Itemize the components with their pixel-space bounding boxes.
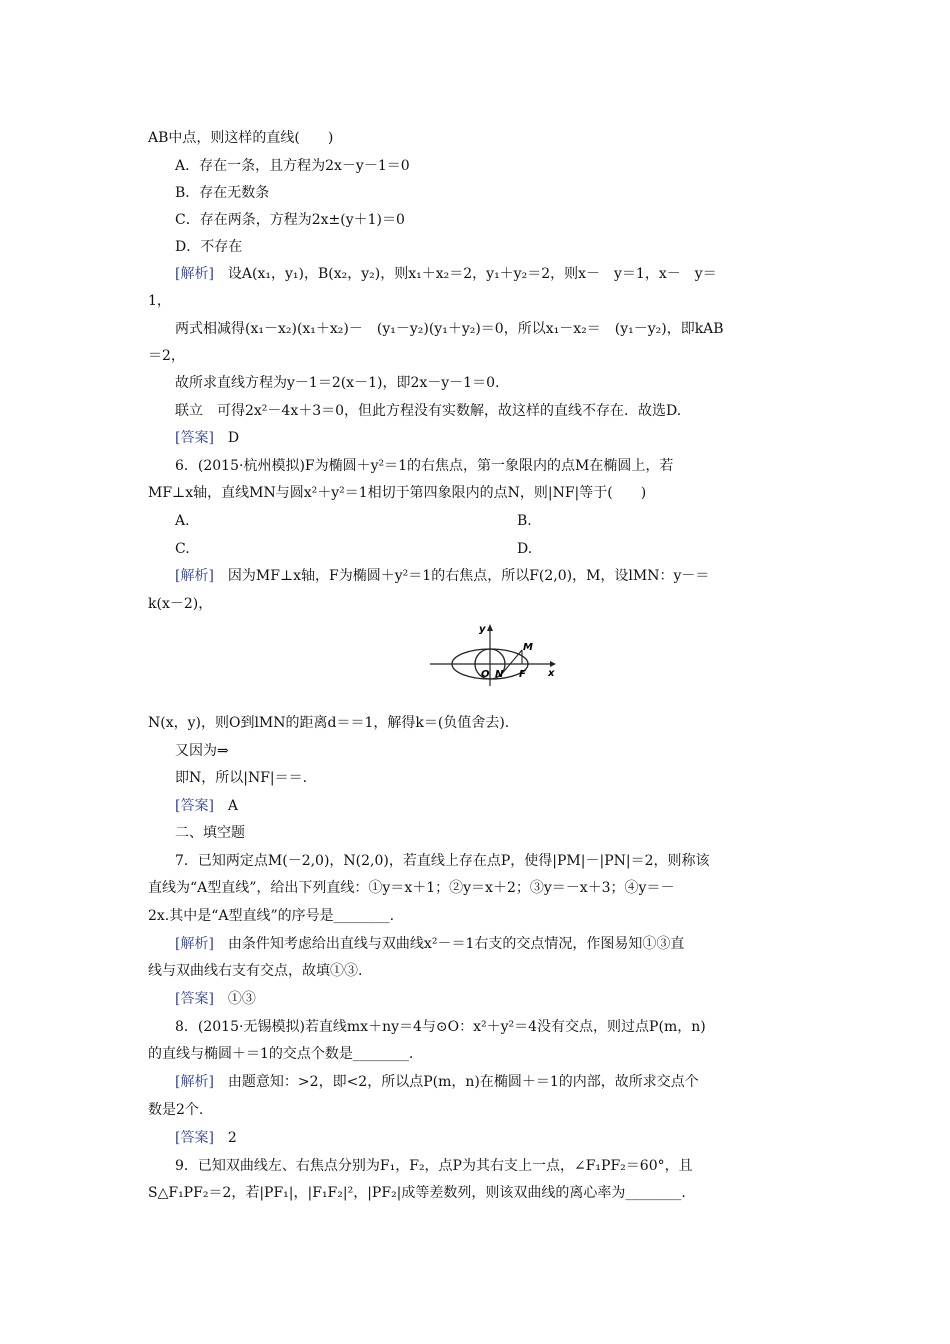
labeled-line [175,428,239,448]
x-axis-arrow-icon [550,661,556,667]
ellipse-figure [425,620,565,690]
text-line [148,291,171,311]
line-text: 联立 可得2x²－4x＋3＝0，但此方程没有实数解，故这样的直线不存在．故选D. [175,403,682,419]
point-n-label: N [495,669,504,680]
labeled-line [175,566,709,586]
text-line [175,823,245,843]
text-line [148,128,333,148]
text-line [148,961,362,981]
labeled-line [175,1072,699,1092]
line-text: C．存在两条，方程为2x±(y＋1)＝0 [175,212,405,228]
line-text: 直线为“A型直线”，给出下列直线：①y＝x＋1；②y＝x＋2；③y＝－x＋3；④y＝－ [148,880,675,896]
text-line [175,741,229,761]
line-text: 数是2个. [148,1102,204,1118]
text-line [148,1183,686,1203]
section-tag: [解析] [175,1074,214,1090]
point-m-label: M [523,642,533,653]
line-text: 两式相减得(x₁－x₂)(x₁＋x₂)－ (y₁－y₂)(y₁＋y₂)＝0，所以x₁－x₂＝ (y₁－y₂)，即kAB [175,321,724,337]
line-text: D [213,430,240,446]
text-line [175,456,673,476]
line-text: A. [175,513,190,529]
line-text: N(x，y)，则O到lMN的距离d＝＝1，解得k＝(负值舍去). [148,715,510,731]
y-axis-arrow-icon [487,624,493,631]
labeled-line [175,796,238,816]
text-line [175,319,724,339]
point-f-label: F [519,669,526,680]
section-tag: [答案] [175,430,214,446]
line-text: 因为MF⊥x轴，F为椭圆＋y²＝1的右焦点，所以F(2,0)，M，设lMN：y－＝ [213,568,710,584]
line-text: C. [175,541,190,557]
line-text: B．存在无数条 [175,185,270,201]
line-text: S△F₁PF₂＝2，若|PF₁|，|F₁F₂|²，|PF₂|成等差数列，则该双曲线的离心率为________. [148,1185,686,1201]
section-tag: [解析] [175,266,214,282]
line-text: D. [517,541,533,557]
line-text: 故所求直线方程为y－1＝2(x－1)，即2x－y－1＝0. [175,375,500,391]
line-text: k(x－2)， [148,596,213,612]
line-text: 1， [148,293,171,309]
text-line [175,851,710,871]
line-text: AB中点，则这样的直线( ) [148,130,334,146]
section-tag: [解析] [175,568,214,584]
text-line [175,1156,693,1176]
section-tag: [答案] [175,1130,214,1146]
line-text: 9．已知双曲线左、右焦点分别为F₁，F₂，点P为其右支上一点，∠F₁PF₂＝60°，且 [175,1158,693,1174]
line-text: 又因为⇒ [175,743,229,759]
text-line [148,1100,203,1120]
line-text: 8．(2015·无锡模拟)若直线mx＋ny＝4与⊙O：x²＋y²＝4没有交点，则过点P(m，n) [175,1019,706,1035]
text-line [175,183,269,203]
line-text: B. [517,513,532,529]
x-axis-label: x [548,668,555,679]
line-text: 二、填空题 [175,825,245,841]
text-line [148,346,185,366]
text-line [148,878,674,898]
section-tag: [解析] [175,936,214,952]
text-line [175,1017,706,1037]
labeled-line [175,1128,237,1148]
text-line [175,373,499,393]
text-line [517,511,532,531]
labeled-line [175,934,684,954]
text-line [175,768,307,788]
line-text: 由题意知：>2，即<2，所以点P(m，n)在椭圆＋＝1的内部，故所求交点个 [213,1074,699,1090]
y-axis-label: y [479,624,486,635]
line-text: ＝2， [148,348,185,364]
text-line [175,237,242,257]
line-text: A．存在一条，且方程为2x－y－1＝0 [175,158,410,174]
text-line [148,906,394,926]
section-tag: [答案] [175,798,214,814]
line-text: 由条件知考虑给出直线与双曲线x²－＝1右支的交点情况，作图易知①③直 [213,936,685,952]
text-line [175,210,405,230]
line-text: 线与双曲线右支有交点，故填①③. [148,963,363,979]
line-text: 7．已知两定点M(－2,0)，N(2,0)，若直线上存在点P，使得|PM|－|PN|＝2，则称该 [175,853,710,869]
text-line [175,511,190,531]
line-text: 设A(x₁，y₁)，B(x₂，y₂)，则x₁＋x₂＝2，y₁＋y₂＝2，则x－ y＝1，x－ y＝ [213,266,717,282]
line-text: 2 [213,1130,237,1146]
text-line [148,1044,413,1064]
line-text: ①③ [213,991,256,1007]
line-text: D．不存在 [175,239,243,255]
text-line [175,401,681,421]
text-line [517,539,532,559]
section-tag: [答案] [175,991,214,1007]
text-line [175,539,190,559]
text-line [148,483,646,503]
text-line [148,594,212,614]
text-line [175,156,410,176]
labeled-line [175,989,256,1009]
line-text: MF⊥x轴，直线MN与圆x²＋y²＝1相切于第四象限内的点N，则|NF|等于( ) [148,485,647,501]
text-line [148,713,509,733]
line-text: 2x.其中是“A型直线”的序号是________. [148,908,395,924]
line-text: A [213,798,239,814]
origin-label: O [481,669,490,680]
line-text: 6．(2015·杭州模拟)F为椭圆＋y²＝1的右焦点，第一象限内的点M在椭圆上，若 [175,458,674,474]
line-text: 的直线与椭圆＋＝1的交点个数是________. [148,1046,414,1062]
labeled-line [175,264,717,284]
line-text: 即N，所以|NF|＝＝. [175,770,308,786]
